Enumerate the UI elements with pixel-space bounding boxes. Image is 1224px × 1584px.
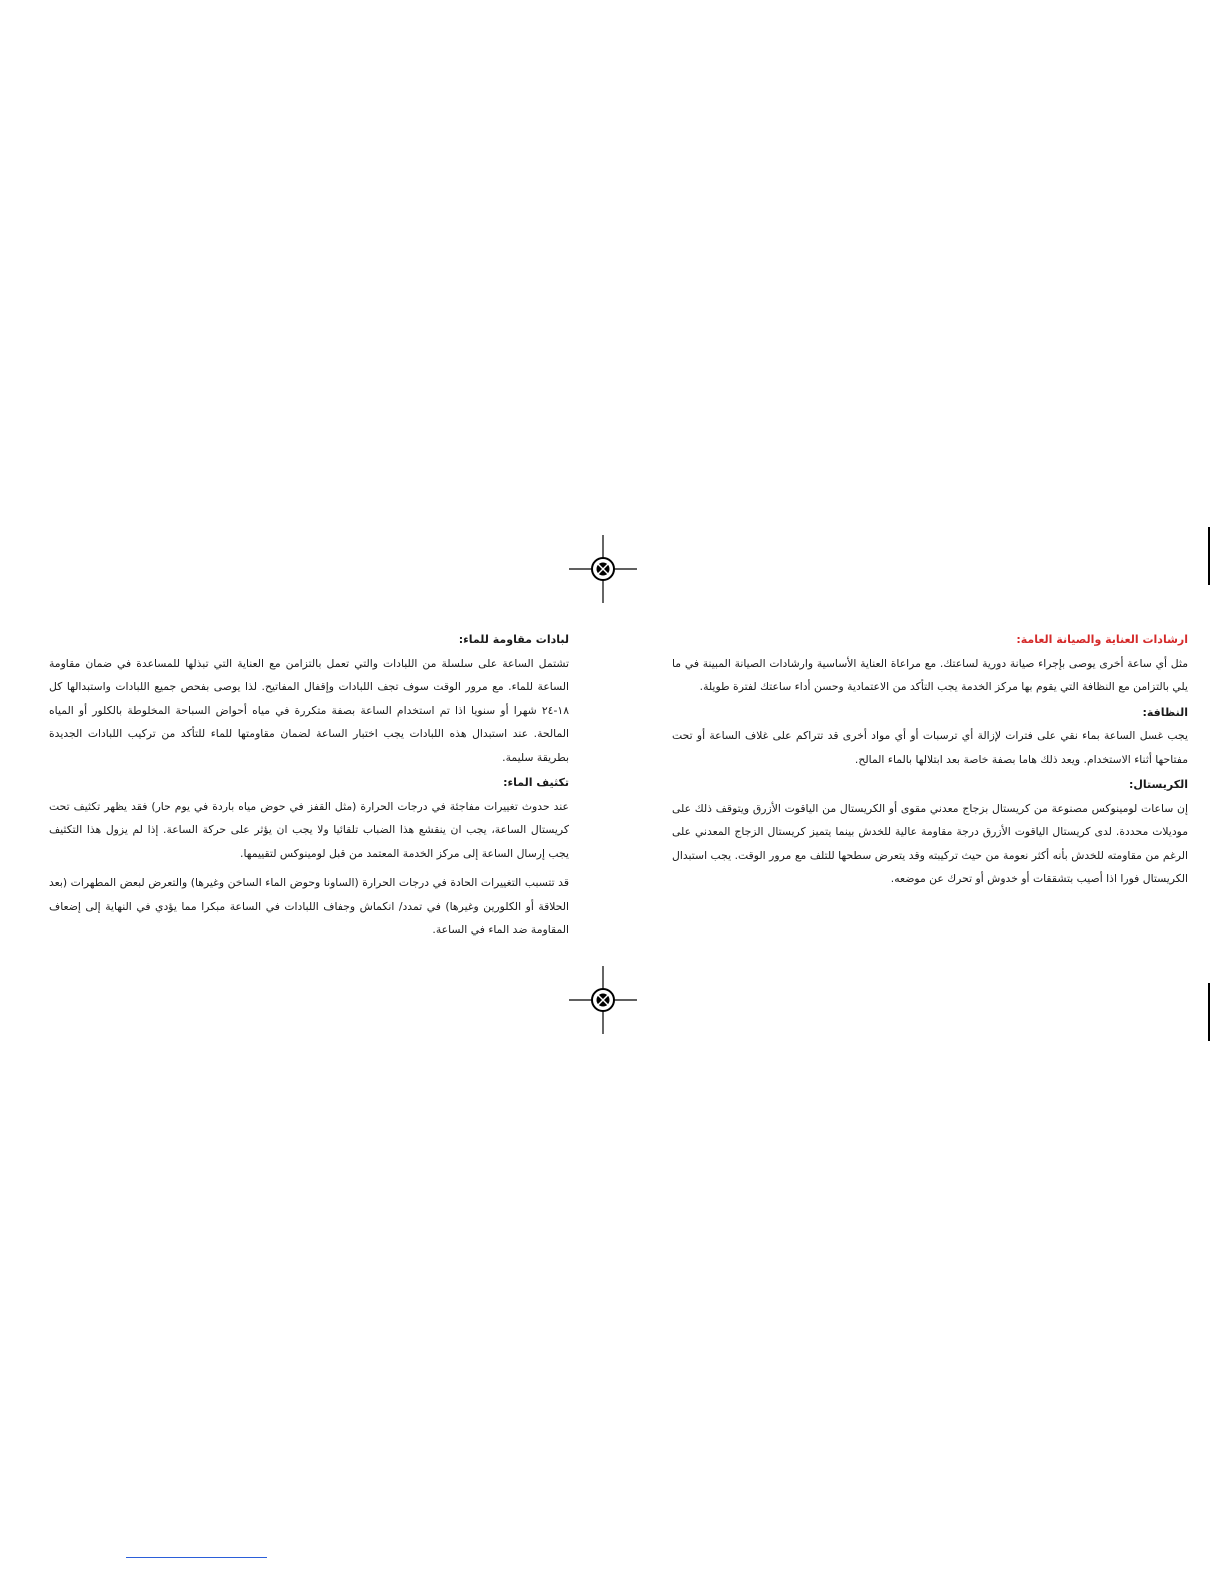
registration-mark-icon — [569, 535, 637, 603]
crystal-paragraph: إن ساعات لومينوكس مصنوعة من كريستال بزجاج معدني مقوى أو الكريستال من الياقوت الأزرق ويتوقف ذلك على موديلات محددة. لدى كريستال الياقوت الأزرق درجة مقاومة عالية للخدش بينما يتميز كريستال الزجاج المعدني على الرغم من مقاومته للخدش بأنه أكثر نعومة من حيث تركيبته وقد يتعرض سطحها للتلف مع مرور الوقت. يجب استبدال الكريستال فورا اذا أصيب بتشققات أو خدوش أو تحرك عن موضعه. — [672, 801, 1188, 885]
temperature-paragraph: قد تتسبب التغييرات الحادة في درجات الحرارة (الساونا وحوض الماء الساخن وغيرها) والتعرض لبعض المطهرات (بعد الحلاقة أو الكلورين وغيرها) في تمدد/ انكماش وجفاف اللبادات في الساعة مبكرا مما يؤدي في النهاية إلى إضعاف المقاومة ضد الماء في الساعة. — [49, 876, 569, 936]
registration-mark-icon — [569, 966, 637, 1034]
condensation-heading: تكثيف الماء: — [503, 776, 569, 789]
condensation-paragraph: عند حدوث تغييرات مفاجئة في درجات الحرارة (مثل القفز في حوض مياه باردة في يوم حار) فقد يظهر تكثيف تحت كريستال الساعة، يجب ان ينقشع هذا الضباب تلقائيا ولا يجب ان يؤثر على حركة الساعة. إذا لم يزول هذا التكثيف يجب إرسال الساعة إلى مركز الخدمة المعتمد من قبل لومينوكس لتقييمها. — [49, 799, 569, 860]
footer-rule — [126, 1557, 267, 1558]
crystal-heading: الكريستال: — [1128, 778, 1188, 791]
cleaning-heading: النظافة: — [1142, 705, 1188, 719]
section-title: ارشادات العناية والصيانة العامة: — [1016, 633, 1188, 646]
gaskets-paragraph: تشتمل الساعة على سلسلة من اللبادات والتي تعمل بالتزامن مع العناية التي تبذلها للمساعدة في ضمان مقاومة الساعة للماء. مع مرور الوقت سوف تجف اللبادات وإقفال المفاتيح. لذا يوصى بفحص جميع اللبادات واستبدالها كل ١٨-٢٤ شهرا أو سنويا اذا تم استخدام الساعة بصفة متكررة في مياه أحواض السباحة المخلوطة بالكلور أو المياه المالحة. عند استبدال هذه اللبادات يجب اختبار الساعة لضمان مقاومتها للماء للتأكد من تركيب اللبادات الجديدة بطريقة سليمة. — [49, 656, 569, 764]
crop-mark — [1208, 527, 1210, 585]
care-maintenance-section — [672, 628, 1188, 893]
intro-paragraph: مثل أي ساعة أخرى يوصى بإجراء صيانة دورية لساعتك. مع مراعاة العناية الأساسية وارشادات الصيانة المبينة في ما يلي بالتزامن مع النظافة التي يقوم بها مركز الخدمة يجب التأكد من الاعتمادية وحسن أداء ساعتك لفترة طويلة. — [672, 656, 1188, 693]
cleaning-paragraph: يجب غسل الساعة بماء نقي على فترات لإزالة أي ترسبات أو أي مواد أخرى قد تتراكم على غلاف الساعة أو تحت مفتاحها أثناء الاستخدام. ويعد ذلك هاما بصفة خاصة بعد ابتلالها بالماء المالح. — [672, 729, 1188, 766]
crop-mark — [1208, 983, 1210, 1041]
gaskets-heading: لبادات مقاومة للماء: — [458, 633, 569, 646]
water-resistance-section — [49, 628, 569, 944]
